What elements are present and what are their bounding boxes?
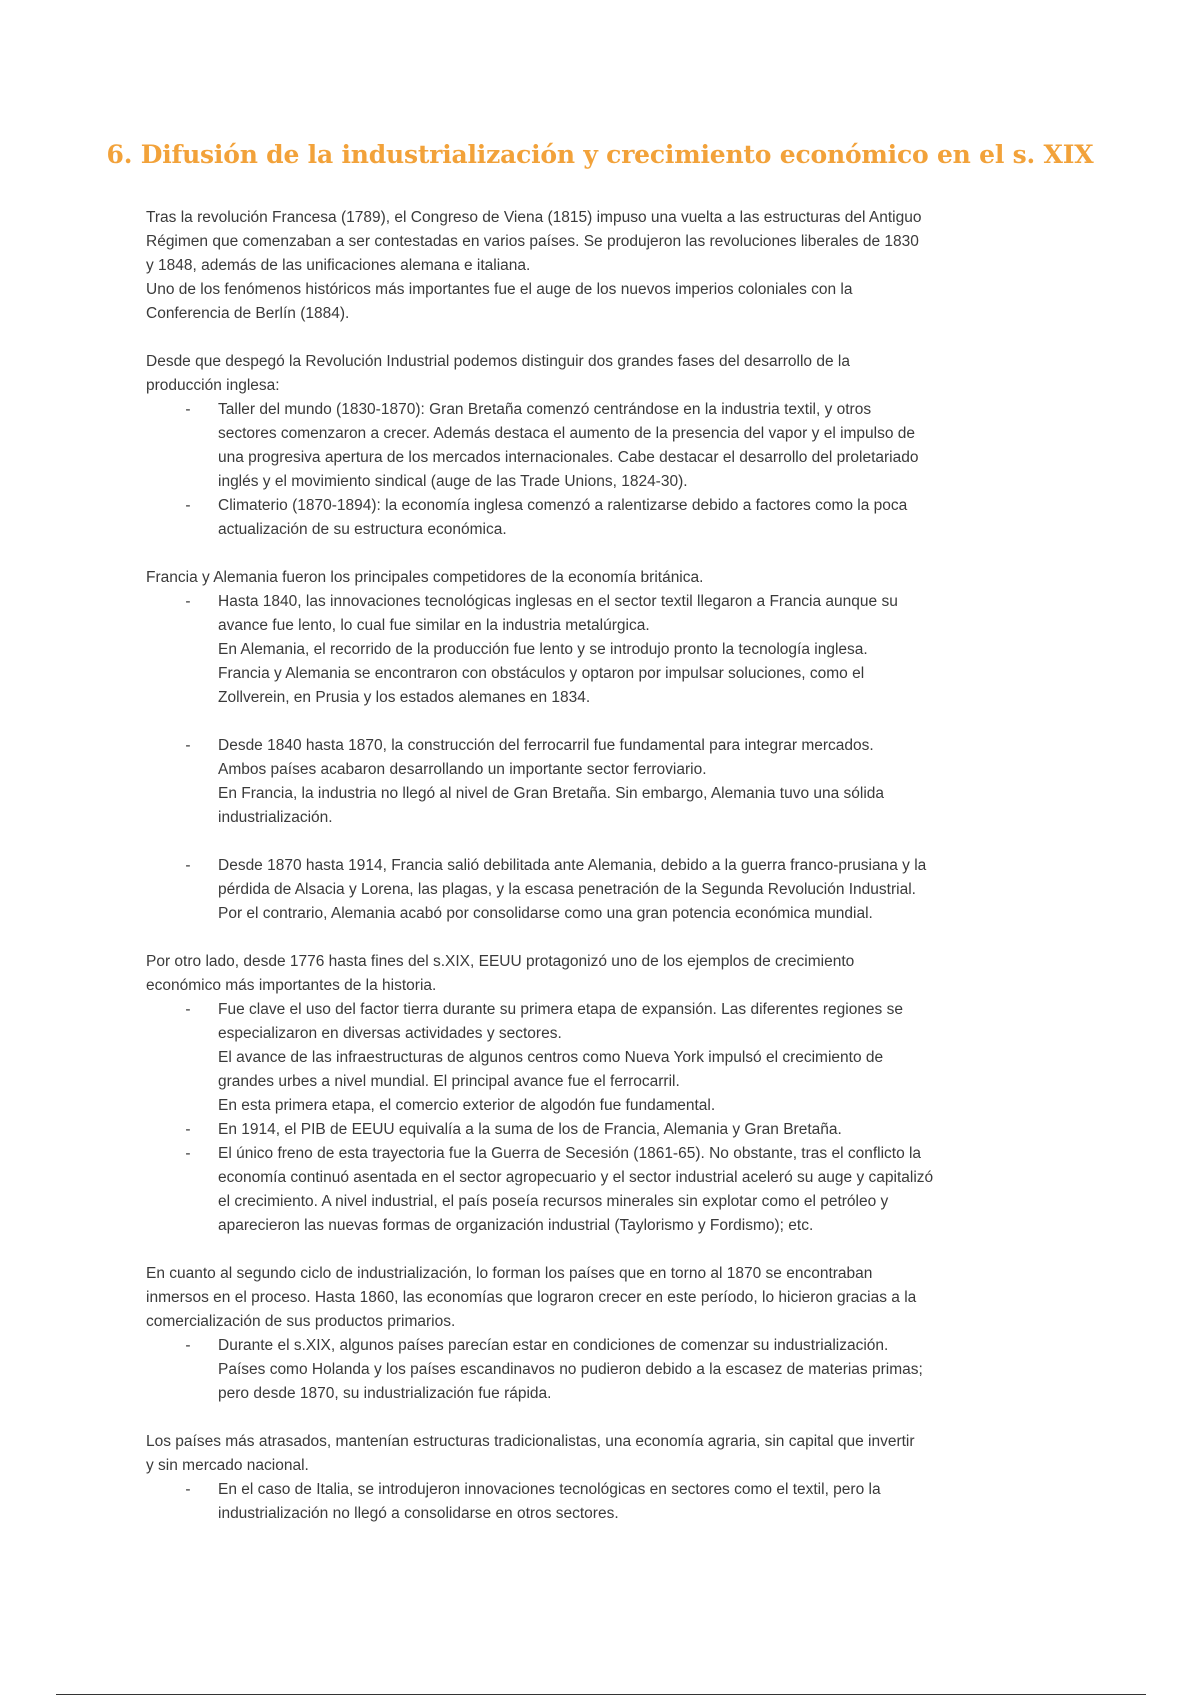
spacer bbox=[146, 830, 1066, 854]
list-item bbox=[146, 590, 1066, 710]
bullet-dash: - bbox=[185, 1001, 191, 1018]
text-line: Climaterio (1870-1894): la economía inglesa comenzó a ralentizarse debido a factores como la poca bbox=[218, 497, 908, 514]
text-line: Zollverein, en Prusia y los estados alemanes en 1834. bbox=[218, 689, 591, 706]
text-line: industrialización. bbox=[218, 809, 333, 826]
bullet-dash: - bbox=[185, 857, 191, 874]
paragraph-second-cycle bbox=[146, 1262, 1066, 1406]
list-item bbox=[146, 854, 1066, 926]
text-line: inmersos en el proceso. Hasta 1860, las economías que lograron crecer en este período, lo hicieron gracias a la bbox=[146, 1289, 917, 1306]
text-line: Desde que despegó la Revolución Industrial podemos distinguir dos grandes fases del desarrollo de la bbox=[146, 353, 850, 370]
text-line: En esta primera etapa, el comercio exterior de algodón fue fundamental. bbox=[218, 1097, 716, 1114]
bullet-dash: - bbox=[185, 401, 191, 418]
text-line: En Francia, la industria no llegó al nivel de Gran Bretaña. Sin embargo, Alemania tuvo una sólida bbox=[218, 785, 885, 802]
spacer bbox=[146, 326, 1066, 350]
text-line: producción inglesa: bbox=[146, 377, 280, 394]
text-line: El único freno de esta trayectoria fue la Guerra de Secesión (1861-65). No obstante, tras el conflicto la bbox=[218, 1145, 922, 1162]
text-line: económico más importantes de la historia. bbox=[146, 977, 437, 994]
text-line: economía continuó asentada en el sector agropecuario y el sector industrial aceleró su auge y capitalizó bbox=[218, 1169, 934, 1186]
list-item bbox=[146, 998, 1066, 1118]
text-line: Ambos países acabaron desarrollando un importante sector ferroviario. bbox=[218, 761, 707, 778]
text-line: Francia y Alemania fueron los principales competidores de la economía británica. bbox=[146, 569, 704, 586]
text-line: Por otro lado, desde 1776 hasta fines del s.XIX, EEUU protagonizó uno de los ejemplos de crecimiento bbox=[146, 953, 855, 970]
list-item bbox=[146, 1118, 1066, 1142]
text-line: El avance de las infraestructuras de algunos centros como Nueva York impulsó el crecimiento de bbox=[218, 1049, 884, 1066]
text-line: especializaron en diversas actividades y sectores. bbox=[218, 1025, 562, 1042]
list-item bbox=[146, 1478, 1066, 1526]
list-item bbox=[146, 398, 1066, 494]
text-line: el crecimiento. A nivel industrial, el país poseía recursos minerales sin explotar como el petróleo y bbox=[218, 1193, 889, 1210]
text-line: Tras la revolución Francesa (1789), el Congreso de Viena (1815) impuso una vuelta a las estructuras del Antiguo bbox=[146, 209, 922, 226]
text-line: Desde 1870 hasta 1914, Francia salió debilitada ante Alemania, debido a la guerra franco-prusiana y la bbox=[218, 857, 927, 874]
text-line: Por el contrario, Alemania acabó por consolidarse como una gran potencia económica mundial. bbox=[218, 905, 873, 922]
list-item bbox=[146, 494, 1066, 542]
text-line: inglés y el movimiento sindical (auge de las Trade Unions, 1824-30). bbox=[218, 473, 688, 490]
text-line: Francia y Alemania se encontraron con obstáculos y optaron por impulsar soluciones, como el bbox=[218, 665, 865, 682]
text-line: sectores comenzaron a crecer. Además destaca el aumento de la presencia del vapor y el impulso de bbox=[218, 425, 916, 442]
text-line: grandes urbes a nivel mundial. El principal avance fue el ferrocarril. bbox=[218, 1073, 680, 1090]
bullet-dash: - bbox=[185, 497, 191, 514]
spacer bbox=[146, 1406, 1066, 1430]
text-line: Países como Holanda y los países escandinavos no pudieron debido a la escasez de materias primas; bbox=[218, 1361, 923, 1378]
bullet-dash: - bbox=[185, 1121, 191, 1138]
text-line: Taller del mundo (1830-1870): Gran Bretaña comenzó centrándose en la industria textil, y otros bbox=[218, 401, 872, 418]
text-line: Conferencia de Berlín (1884). bbox=[146, 305, 350, 322]
spacer bbox=[146, 926, 1066, 950]
text-line: una progresiva apertura de los mercados internacionales. Cabe destacar el desarrollo del proletariado bbox=[218, 449, 919, 466]
paragraph-france-germany bbox=[146, 566, 1066, 926]
text-line: aparecieron las nuevas formas de organización industrial (Taylorismo y Fordismo); etc. bbox=[218, 1217, 814, 1234]
text-line: Hasta 1840, las innovaciones tecnológicas inglesas en el sector textil llegaron a Francia aunque su bbox=[218, 593, 898, 610]
spacer bbox=[146, 710, 1066, 734]
text-line: Uno de los fenómenos históricos más importantes fue el auge de los nuevos imperios coloniales con la bbox=[146, 281, 853, 298]
paragraph-english-phases bbox=[146, 350, 1066, 542]
text-line: y 1848, además de las unificaciones alemana e italiana. bbox=[146, 257, 531, 274]
text-line: Fue clave el uso del factor tierra durante su primera etapa de expansión. Las diferentes regiones se bbox=[218, 1001, 903, 1018]
text-line: Los países más atrasados, mantenían estructuras tradicionalistas, una economía agraria, sin capital que invertir bbox=[146, 1433, 915, 1450]
list-item bbox=[146, 1334, 1066, 1406]
text-line: pero desde 1870, su industrialización fue rápida. bbox=[218, 1385, 552, 1402]
paragraph-usa bbox=[146, 950, 1066, 1238]
spacer bbox=[146, 1238, 1066, 1262]
page-title: 6. Difusión de la industrialización y crecimiento económico en el s. XIX bbox=[106, 140, 1094, 169]
list-item bbox=[146, 1142, 1066, 1238]
text-line: comercialización de sus productos primarios. bbox=[146, 1313, 456, 1330]
bullet-dash: - bbox=[185, 1145, 191, 1162]
spacer bbox=[146, 542, 1066, 566]
text-line: En cuanto al segundo ciclo de industrialización, lo forman los países que en torno al 1870 se encontraban bbox=[146, 1265, 873, 1282]
bullet-dash: - bbox=[185, 593, 191, 610]
document-body bbox=[146, 206, 1066, 1526]
text-line: Desde 1840 hasta 1870, la construcción del ferrocarril fue fundamental para integrar mercados. bbox=[218, 737, 874, 754]
footer-divider bbox=[56, 1694, 1146, 1695]
paragraph-backward-countries bbox=[146, 1430, 1066, 1526]
text-line: En el caso de Italia, se introdujeron innovaciones tecnológicas en sectores como el textil, pero la bbox=[218, 1481, 881, 1498]
text-line: actualización de su estructura económica. bbox=[218, 521, 507, 538]
bullet-dash: - bbox=[185, 1481, 191, 1498]
text-line: Régimen que comenzaban a ser contestadas en varios países. Se produjeron las revoluciones liberales de 1830 bbox=[146, 233, 919, 250]
text-line: Durante el s.XIX, algunos países parecían estar en condiciones de comenzar su industrialización. bbox=[218, 1337, 889, 1354]
text-line: avance fue lento, lo cual fue similar en la industria metalúrgica. bbox=[218, 617, 650, 634]
list-item bbox=[146, 734, 1066, 830]
text-line: y sin mercado nacional. bbox=[146, 1457, 309, 1474]
paragraph-intro bbox=[146, 206, 1066, 326]
text-line: industrialización no llegó a consolidarse en otros sectores. bbox=[218, 1505, 619, 1522]
bullet-dash: - bbox=[185, 737, 191, 754]
text-line: pérdida de Alsacia y Lorena, las plagas, y la escasa penetración de la Segunda Revolución Industrial. bbox=[218, 881, 916, 898]
text-line: En 1914, el PIB de EEUU equivalía a la suma de los de Francia, Alemania y Gran Bretaña. bbox=[218, 1121, 842, 1138]
bullet-dash: - bbox=[185, 1337, 191, 1354]
text-line: En Alemania, el recorrido de la producción fue lento y se introdujo pronto la tecnología inglesa. bbox=[218, 641, 868, 658]
